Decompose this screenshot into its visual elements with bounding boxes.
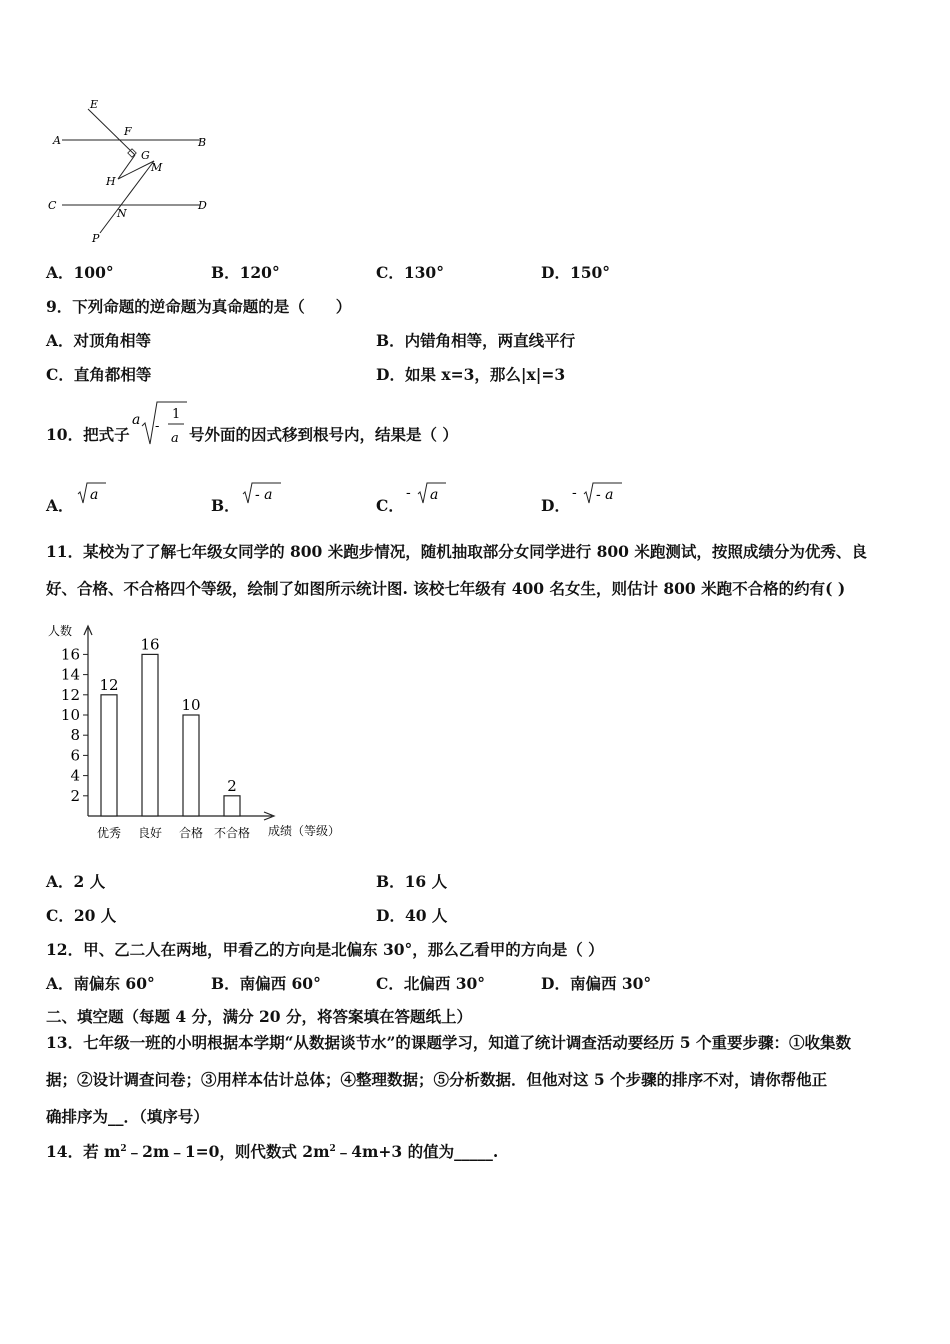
q11-option-c: C．20 人 bbox=[46, 906, 117, 925]
q10-option-c-expr bbox=[404, 480, 464, 506]
expr-den: a bbox=[171, 431, 179, 446]
q8-option-a: A．100° bbox=[46, 263, 114, 282]
category-label: 良好 bbox=[137, 826, 163, 840]
expr-outer-a: a bbox=[132, 412, 141, 428]
q14-prefix: 14．若 m bbox=[46, 1142, 121, 1161]
q10-option-b-letter: B． bbox=[211, 496, 240, 515]
sign: - bbox=[406, 485, 411, 501]
y-tick-label: 10 bbox=[60, 706, 80, 724]
right-angle-mark bbox=[128, 149, 136, 157]
sign: - bbox=[572, 485, 577, 501]
radicand: - a bbox=[596, 487, 614, 503]
bar-1 bbox=[101, 695, 117, 816]
q14 bbox=[46, 1140, 498, 1162]
bars bbox=[99, 635, 240, 816]
bar-value-label: 10 bbox=[181, 696, 201, 714]
bar-3 bbox=[183, 715, 199, 816]
line-gh bbox=[118, 155, 135, 179]
q14-mid1: ﹣2m﹣1=0，则代数式 2m bbox=[126, 1142, 330, 1161]
q10-option-a-expr bbox=[72, 480, 132, 506]
y-axis-label: 人数 bbox=[48, 624, 73, 638]
label-b: B bbox=[198, 136, 207, 149]
label-c: C bbox=[48, 199, 57, 212]
label-n: N bbox=[117, 207, 127, 220]
q10-stem-prefix: 10．把式子 bbox=[46, 425, 130, 444]
q11-option-d: D．40 人 bbox=[376, 906, 448, 925]
q10-option-c-letter: C． bbox=[376, 496, 404, 515]
q9-stem: 9．下列命题的逆命题为真命题的是（ ） bbox=[46, 297, 352, 316]
q11-option-b: B．16 人 bbox=[376, 872, 448, 891]
x-axis-label: 成绩（等级） bbox=[268, 824, 341, 838]
label-d: D bbox=[198, 199, 207, 212]
q12-option-a: A．南偏东 60° bbox=[46, 974, 155, 993]
q12-option-c: C．北偏西 30° bbox=[376, 974, 486, 993]
q10-option-a-letter: A． bbox=[46, 496, 74, 515]
q13-line1: 13．七年级一班的小明根据本学期“从数据谈节水”的课题学习，知道了统计调查活动要经历 5 个重要步骤：①收集数 bbox=[46, 1033, 851, 1052]
category-label: 优秀 bbox=[96, 826, 122, 840]
bar-2 bbox=[142, 654, 158, 816]
label-g: G bbox=[141, 149, 150, 162]
q8-option-d: D．150° bbox=[541, 263, 611, 282]
label-e: E bbox=[90, 98, 99, 111]
q10-option-b-expr bbox=[237, 480, 297, 506]
q9-option-d: D．如果 x=3，那么|x|=3 bbox=[376, 365, 566, 384]
y-ticks bbox=[61, 645, 88, 804]
category-label: 不合格 bbox=[213, 826, 251, 840]
q9-option-b: B．内错角相等，两直线平行 bbox=[376, 331, 576, 350]
q11-stem-line2: 好、合格、不合格四个等级，绘制了如图所示统计图. 该校七年级有 400 名女生，则估计 800 米跑不合格的约有( ) bbox=[46, 579, 846, 598]
label-m: M bbox=[151, 161, 163, 174]
radicand: a bbox=[430, 487, 439, 503]
y-tick-label: 4 bbox=[70, 766, 80, 785]
q14-mid2: ﹣4m+3 的值为_____. bbox=[335, 1142, 499, 1161]
q14-sup2: 2 bbox=[329, 1143, 336, 1154]
line-mp bbox=[100, 161, 154, 233]
section-title: 二、填空题（每题 4 分，满分 20 分，将答案填在答题纸上） bbox=[46, 1007, 472, 1026]
label-a: A bbox=[53, 134, 61, 147]
expr-minus: - bbox=[155, 419, 160, 434]
y-tick-label: 12 bbox=[60, 685, 80, 704]
bar-chart bbox=[40, 618, 360, 848]
bar-value-label: 16 bbox=[140, 635, 160, 654]
q8-option-b: B．120° bbox=[211, 263, 280, 282]
q13-line3: 确排序为__．（填序号） bbox=[46, 1107, 209, 1126]
q9-option-a: A．对顶角相等 bbox=[46, 331, 152, 350]
q10-expression bbox=[130, 398, 188, 450]
q8-option-c: C．130° bbox=[376, 263, 444, 282]
y-tick-label: 6 bbox=[70, 746, 80, 765]
bar-value-label: 12 bbox=[99, 675, 119, 694]
q10-option-d-letter: D． bbox=[541, 496, 570, 515]
q10-option-d-expr bbox=[570, 480, 630, 506]
category-label: 合格 bbox=[178, 826, 204, 840]
line-hm bbox=[118, 161, 154, 179]
expr-num: 1 bbox=[172, 407, 181, 422]
q11-option-a: A．2 人 bbox=[46, 872, 106, 891]
q12-stem: 12．甲、乙二人在两地，甲看乙的方向是北偏东 30°，那么乙看甲的方向是（ ） bbox=[46, 940, 604, 959]
q12-option-b: B．南偏西 60° bbox=[211, 974, 321, 993]
y-tick-label: 14 bbox=[60, 665, 80, 684]
q9-option-c: C．直角都相等 bbox=[46, 365, 152, 384]
q11-stem-line1: 11．某校为了了解七年级女同学的 800 米跑步情况，随机抽取部分女同学进行 800 米跑测试，按照成绩分为优秀、良 bbox=[46, 542, 867, 561]
q13-line2: 据；②设计调查问卷；③用样本估计总体；④整理数据；⑤分析数据．但他对这 5 个步骤的排序不对，请你帮他正 bbox=[46, 1070, 828, 1089]
label-p: P bbox=[92, 232, 100, 245]
radicand: a bbox=[90, 487, 99, 503]
q14-sup1: 2 bbox=[120, 1143, 127, 1154]
bar-4 bbox=[224, 796, 240, 816]
radicand: - a bbox=[255, 487, 273, 503]
q12-option-d: D．南偏西 30° bbox=[541, 974, 652, 993]
label-f: F bbox=[124, 125, 132, 138]
q10-stem-suffix: 号外面的因式移到根号内，结果是（ ） bbox=[189, 425, 458, 444]
y-tick-label: 16 bbox=[60, 645, 80, 664]
category-labels bbox=[97, 825, 250, 840]
y-tick-label: 2 bbox=[70, 786, 80, 805]
y-tick-label: 8 bbox=[70, 726, 80, 745]
label-h: H bbox=[106, 175, 116, 188]
geometry-figure bbox=[40, 95, 230, 250]
bar-value-label: 2 bbox=[227, 776, 237, 795]
